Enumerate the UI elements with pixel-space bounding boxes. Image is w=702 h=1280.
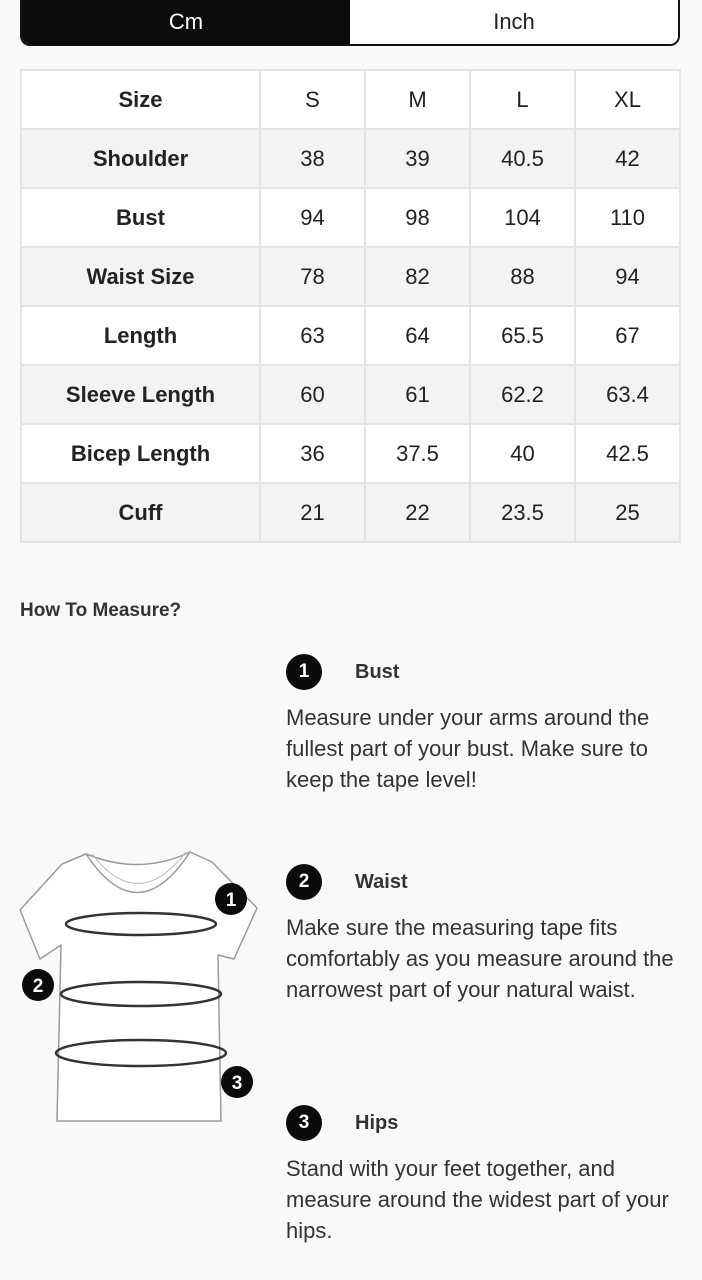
- header-cell: Size: [21, 70, 260, 129]
- table-cell: 38: [260, 129, 365, 188]
- header-cell: M: [365, 70, 470, 129]
- table-cell: 21: [260, 483, 365, 542]
- table-cell: 67: [575, 306, 680, 365]
- table-cell: 40: [470, 424, 575, 483]
- step-number: 3: [286, 1105, 322, 1141]
- row-label: Waist Size: [21, 247, 260, 306]
- table-cell: 22: [365, 483, 470, 542]
- table-cell: 63: [260, 306, 365, 365]
- svg-text:1: 1: [225, 890, 237, 911]
- row-label: Bicep Length: [21, 424, 260, 483]
- table-cell: 40.5: [470, 129, 575, 188]
- table-cell: 98: [365, 188, 470, 247]
- step-description: Make sure the measuring tape fits comfortably as you measure around the narrowest part of your natural waist.: [286, 915, 674, 1002]
- step-number: 1: [286, 654, 322, 690]
- table-cell: 104: [470, 188, 575, 247]
- table-cell: 63.4: [575, 365, 680, 424]
- unit-option-cm[interactable]: Cm: [22, 0, 350, 44]
- table-row: [21, 483, 680, 542]
- svg-text:3: 3: [231, 1073, 243, 1094]
- table-row: [21, 188, 680, 247]
- table-cell: 78: [260, 247, 365, 306]
- table-cell: 94: [575, 247, 680, 306]
- table-cell: 94: [260, 188, 365, 247]
- table-cell: 61: [365, 365, 470, 424]
- table-row: [21, 247, 680, 306]
- row-label: Sleeve Length: [21, 365, 260, 424]
- table-cell: 36: [260, 424, 365, 483]
- step-waist: [286, 864, 681, 1005]
- table-header-row: [21, 70, 680, 129]
- step-title: Waist: [355, 870, 408, 893]
- svg-text:2: 2: [32, 976, 44, 997]
- header-cell: S: [260, 70, 365, 129]
- table-cell: 23.5: [470, 483, 575, 542]
- illustration-marker-2: [22, 969, 54, 1001]
- step-number: 2: [286, 864, 322, 900]
- unit-option-inch[interactable]: Inch: [350, 0, 678, 44]
- table-cell: 37.5: [365, 424, 470, 483]
- step-title: Hips: [355, 1111, 399, 1134]
- table-cell: 60: [260, 365, 365, 424]
- step-hips: [286, 1105, 681, 1246]
- step-description: Stand with your feet together, and measure around the widest part of your hips.: [286, 1156, 669, 1243]
- tshirt-measure-icon: [14, 842, 276, 1132]
- row-label: Shoulder: [21, 129, 260, 188]
- table-cell: 110: [575, 188, 680, 247]
- table-row: [21, 365, 680, 424]
- table-cell: 62.2: [470, 365, 575, 424]
- table-cell: 25: [575, 483, 680, 542]
- header-cell: L: [470, 70, 575, 129]
- step-description: Measure under your arms around the fullest part of your bust. Make sure to keep the tape level!: [286, 705, 650, 792]
- illustration-marker-3: [221, 1066, 253, 1098]
- how-to-measure-title: How To Measure?: [20, 600, 182, 621]
- table-cell: 82: [365, 247, 470, 306]
- step-bust: [286, 654, 681, 795]
- table-row: [21, 306, 680, 365]
- header-cell: XL: [575, 70, 680, 129]
- table-cell: 42.5: [575, 424, 680, 483]
- table-cell: 64: [365, 306, 470, 365]
- table-row: [21, 129, 680, 188]
- table-cell: 42: [575, 129, 680, 188]
- table-cell: 39: [365, 129, 470, 188]
- unit-toggle: [20, 0, 680, 46]
- table-cell: 65.5: [470, 306, 575, 365]
- row-label: Bust: [21, 188, 260, 247]
- row-label: Length: [21, 306, 260, 365]
- row-label: Cuff: [21, 483, 260, 542]
- table-cell: 88: [470, 247, 575, 306]
- illustration-marker-1: [215, 883, 247, 915]
- table-row: [21, 424, 680, 483]
- size-table: [20, 69, 681, 543]
- step-title: Bust: [355, 660, 400, 683]
